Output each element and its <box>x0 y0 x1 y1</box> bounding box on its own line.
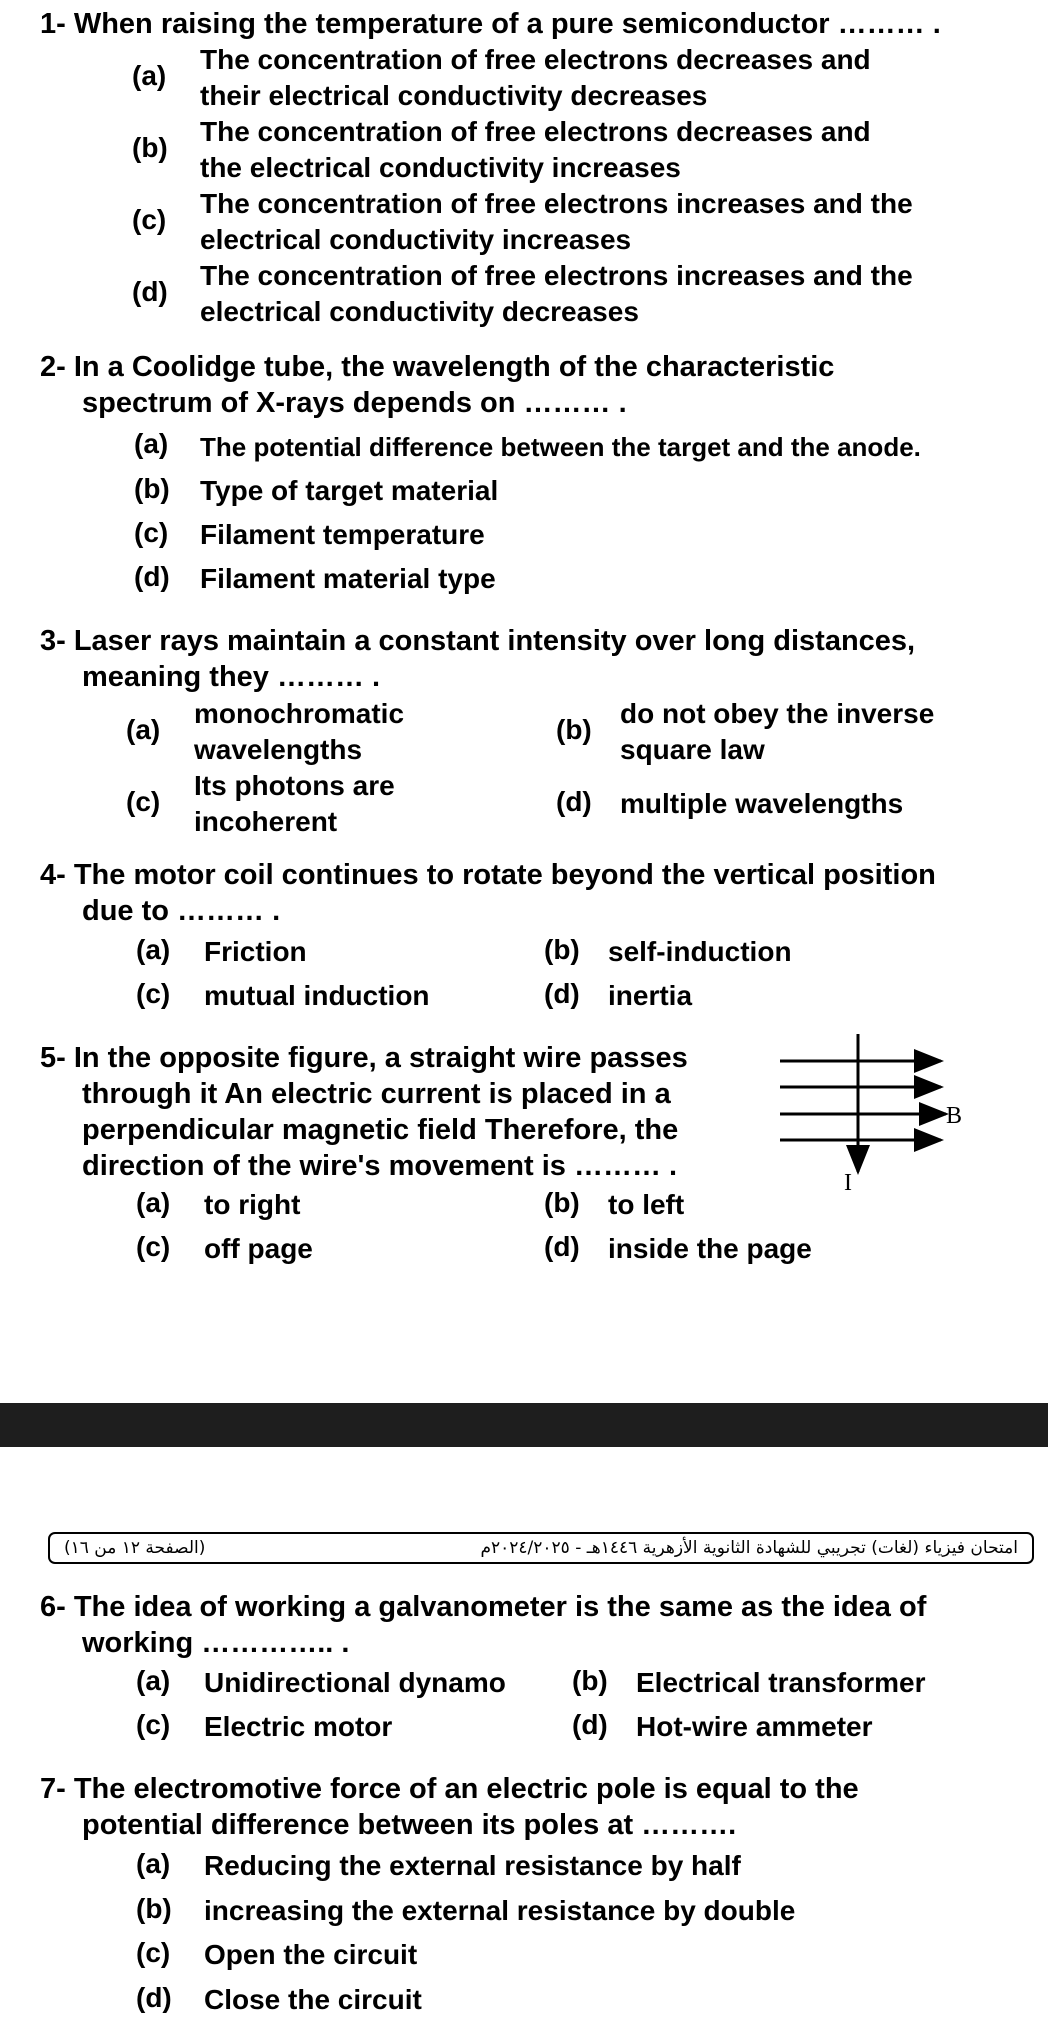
q3-option-a-line1: monochromatic <box>194 698 405 729</box>
q4-option-d-text: inertia <box>608 980 693 1011</box>
q7-option-c-text: Open the circuit <box>204 1939 418 1970</box>
page-number: (الصفحة ١٢ من ١٦) <box>64 1538 206 1558</box>
q1-option-d-label[interactable]: (d) <box>132 276 168 307</box>
q3-option-c-line1: Its photons are <box>194 770 395 801</box>
q1-option-b-line1: The concentration of free electrons decreases and <box>200 116 871 147</box>
exam-title: امتحان فيزياء (لغات) تجريبي للشهادة الثانوية الأزهرية ١٤٤٦هـ - ٢٠٢٤/٢٠٢٥م <box>480 1538 1018 1558</box>
q6-stem-line2: working ………….. . <box>82 1627 350 1659</box>
q6-option-a-text: Unidirectional dynamo <box>204 1667 506 1698</box>
q1-option-b-label[interactable]: (b) <box>132 132 168 163</box>
q6-option-a-label[interactable]: (a) <box>136 1665 171 1696</box>
q3-stem-line2: meaning they ……… . <box>82 661 381 693</box>
q1-option-c-label[interactable]: (c) <box>132 204 167 235</box>
q5-option-b-label[interactable]: (b) <box>544 1187 580 1218</box>
q1-option-c-line2: electrical conductivity increases <box>200 224 632 255</box>
q1-option-a-label[interactable]: (a) <box>132 60 167 91</box>
q1-option-d-line1: The concentration of free electrons increases and the <box>200 260 913 291</box>
q4-stem-line1: 4- The motor coil continues to rotate beyond the vertical position <box>40 859 936 891</box>
q2-option-a-label[interactable]: (a) <box>134 428 169 459</box>
q5-stem-line3: perpendicular magnetic field Therefore, the <box>82 1114 679 1146</box>
q6-option-d-label[interactable]: (d) <box>572 1709 608 1740</box>
q1-option-d-line2: electrical conductivity decreases <box>200 296 639 327</box>
q3-option-b-line2: square law <box>620 734 765 765</box>
q6-option-c-label[interactable]: (c) <box>136 1709 171 1740</box>
q4-option-d-label[interactable]: (d) <box>544 978 580 1009</box>
q7-option-a-text: Reducing the external resistance by half <box>204 1850 741 1881</box>
q3-option-c-label[interactable]: (c) <box>126 786 161 817</box>
q2-option-c-label[interactable]: (c) <box>134 517 169 548</box>
q1-option-a-line1: The concentration of free electrons decreases and <box>200 44 871 75</box>
q1-option-c-line1: The concentration of free electrons increases and the <box>200 188 913 219</box>
q7-option-c-label[interactable]: (c) <box>136 1937 171 1968</box>
q6-option-b-label[interactable]: (b) <box>572 1665 608 1696</box>
q2-stem-line2: spectrum of X-rays depends on ……… . <box>82 387 627 419</box>
q6-option-d-text: Hot-wire ammeter <box>636 1711 873 1742</box>
current-label-i: I <box>844 1170 852 1196</box>
q4-option-c-text: mutual induction <box>204 980 430 1011</box>
magnetic-field-figure <box>776 1030 976 1200</box>
q5-stem-line1: 5- In the opposite figure, a straight wire passes <box>40 1042 688 1074</box>
q2-option-a-text: The potential difference between the target and the anode. <box>200 432 921 462</box>
q4-option-a-label[interactable]: (a) <box>136 934 171 965</box>
q3-option-b-line1: do not obey the inverse <box>620 698 935 729</box>
q2-option-d-label[interactable]: (d) <box>134 561 170 592</box>
q5-option-c-text: off page <box>204 1233 313 1264</box>
q3-option-a-label[interactable]: (a) <box>126 714 161 745</box>
q7-option-a-label[interactable]: (a) <box>136 1848 171 1879</box>
q5-stem-line4: direction of the wire's movement is ……… . <box>82 1150 678 1182</box>
q7-option-d-text: Close the circuit <box>204 1984 422 2015</box>
q3-stem-line1: 3- Laser rays maintain a constant intensity over long distances, <box>40 625 916 657</box>
field-label-b: B <box>946 1103 963 1129</box>
q5-option-d-text: inside the page <box>608 1233 812 1264</box>
q7-stem-line1: 7- The electromotive force of an electric pole is equal to the <box>40 1773 859 1805</box>
q6-option-b-text: Electrical transformer <box>636 1667 926 1698</box>
q3-option-d-label[interactable]: (d) <box>556 786 592 817</box>
q3-option-d-text: multiple wavelengths <box>620 788 904 819</box>
q5-option-b-text: to left <box>608 1189 685 1220</box>
q4-option-a-text: Friction <box>204 936 307 967</box>
q1-stem: 1- When raising the temperature of a pure semiconductor ……… . <box>40 8 941 40</box>
q6-option-c-text: Electric motor <box>204 1711 393 1742</box>
q3-option-b-label[interactable]: (b) <box>556 714 592 745</box>
q2-option-c-text: Filament temperature <box>200 519 485 550</box>
q2-stem-line1: 2- In a Coolidge tube, the wavelength of the characteristic <box>40 351 835 383</box>
q7-option-d-label[interactable]: (d) <box>136 1982 172 2013</box>
q4-option-c-label[interactable]: (c) <box>136 978 171 1009</box>
q5-stem-line2: through it An electric current is placed in a <box>82 1078 671 1110</box>
page-header <box>48 1532 1034 1564</box>
q4-stem-line2: due to ……… . <box>82 895 281 927</box>
q2-option-b-text: Type of target material <box>200 475 499 506</box>
q3-option-c-line2: incoherent <box>194 806 338 837</box>
q5-option-d-label[interactable]: (d) <box>544 1231 580 1262</box>
page-break-band <box>0 1403 1048 1447</box>
q4-option-b-text: self-induction <box>608 936 792 967</box>
q2-option-b-label[interactable]: (b) <box>134 473 170 504</box>
q4-option-b-label[interactable]: (b) <box>544 934 580 965</box>
q7-stem-line2: potential difference between its poles at ………. <box>82 1809 737 1841</box>
q6-stem-line1: 6- The idea of working a galvanometer is the same as the idea of <box>40 1591 927 1623</box>
q1-option-a-line2: their electrical conductivity decreases <box>200 80 708 111</box>
q7-option-b-label[interactable]: (b) <box>136 1893 172 1924</box>
q5-option-a-text: to right <box>204 1189 301 1220</box>
q1-option-b-line2: the electrical conductivity increases <box>200 152 681 183</box>
q7-option-b-text: increasing the external resistance by double <box>204 1895 796 1926</box>
q5-option-a-label[interactable]: (a) <box>136 1187 171 1218</box>
q5-option-c-label[interactable]: (c) <box>136 1231 171 1262</box>
q2-option-d-text: Filament material type <box>200 563 496 594</box>
q3-option-a-line2: wavelengths <box>194 734 363 765</box>
